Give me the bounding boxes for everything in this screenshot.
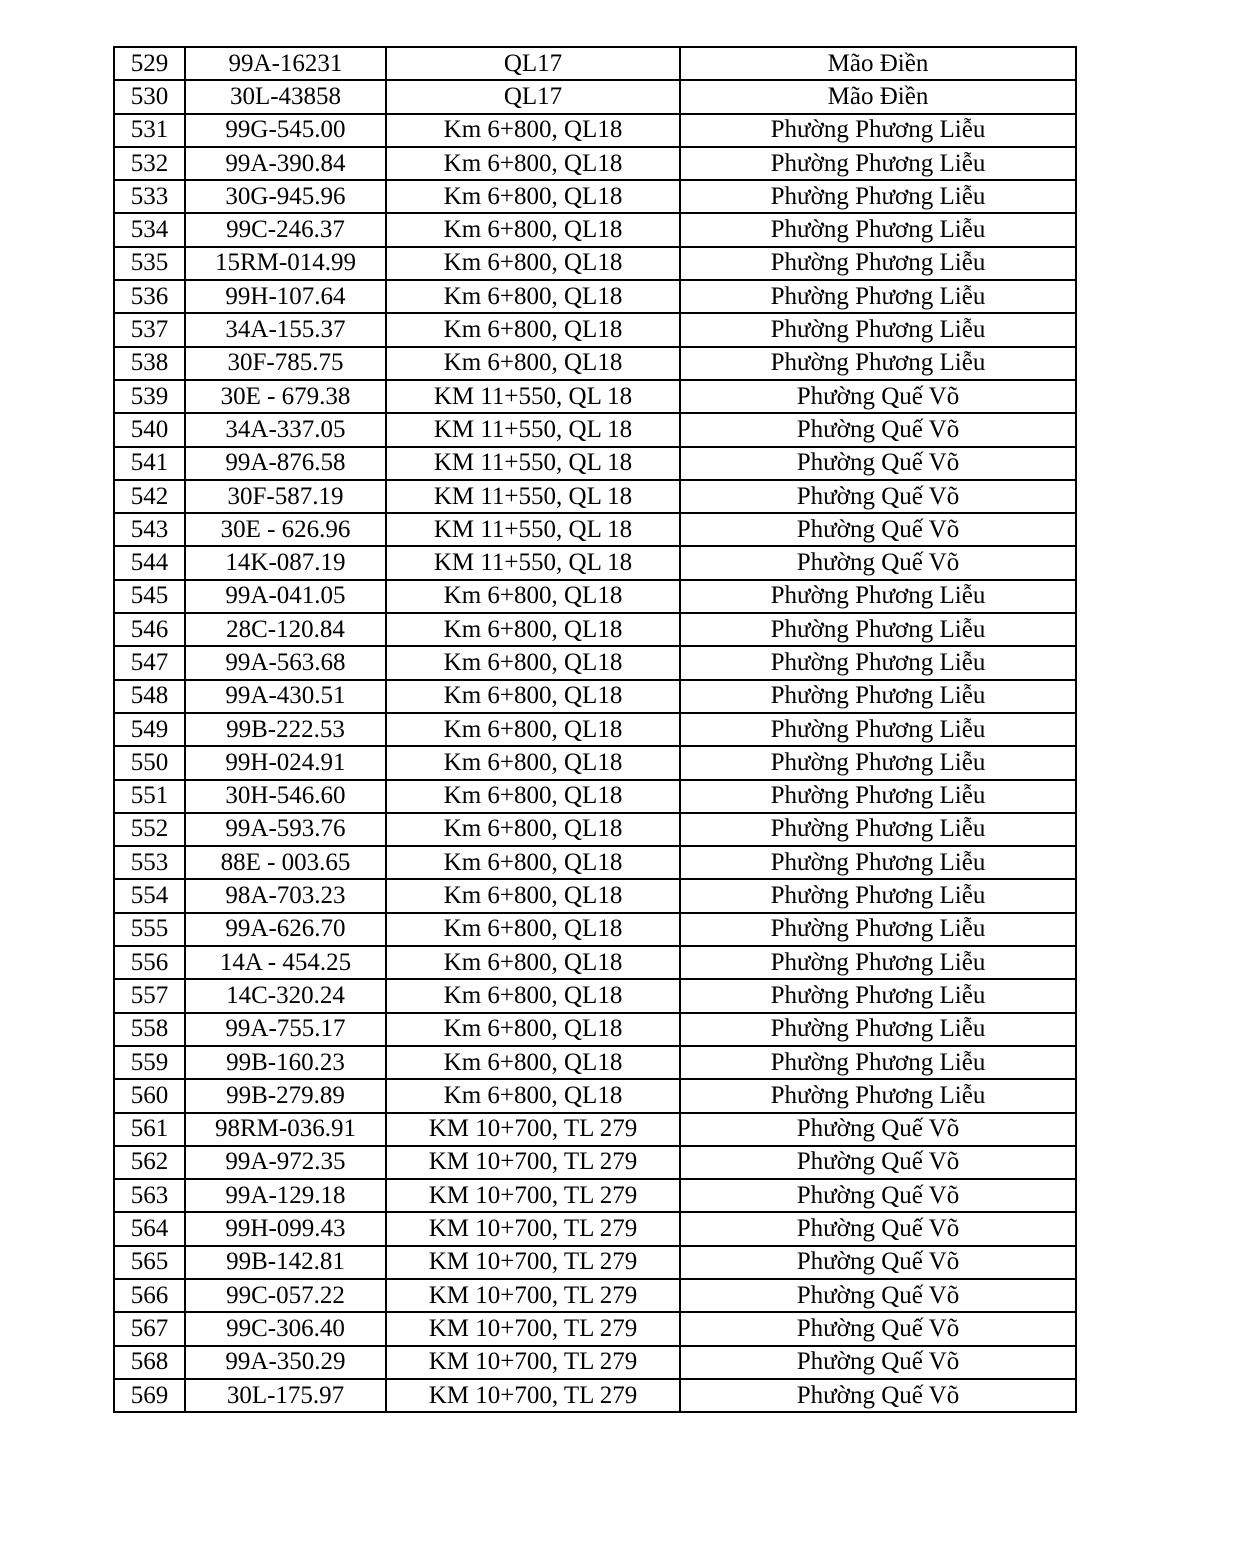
row-number-cell: 529	[114, 47, 185, 80]
row-number-cell: 536	[114, 280, 185, 313]
license-plate-cell: 99H-099.43	[185, 1212, 386, 1245]
table-row	[114, 879, 1076, 912]
row-number-cell: 557	[114, 979, 185, 1012]
license-plate-cell: 99A-041.05	[185, 580, 386, 613]
unit-cell: Phường Phương Liễu	[680, 280, 1076, 313]
table-row	[114, 1346, 1076, 1379]
location-cell: KM 10+700, TL 279	[386, 1146, 680, 1179]
table-row	[114, 713, 1076, 746]
row-number-cell: 537	[114, 313, 185, 346]
license-plate-cell: 99A-563.68	[185, 646, 386, 679]
location-cell: Km 6+800, QL18	[386, 114, 680, 147]
row-number-cell: 567	[114, 1312, 185, 1345]
location-cell: Km 6+800, QL18	[386, 713, 680, 746]
table-row	[114, 979, 1076, 1012]
unit-cell: Phường Quế Võ	[680, 1146, 1076, 1179]
license-plate-cell: 99A-755.17	[185, 1013, 386, 1046]
row-number-cell: 533	[114, 180, 185, 213]
row-number-cell: 559	[114, 1046, 185, 1079]
location-cell: Km 6+800, QL18	[386, 879, 680, 912]
location-cell: Km 6+800, QL18	[386, 147, 680, 180]
row-number-cell: 565	[114, 1246, 185, 1279]
unit-cell: Phường Quế Võ	[680, 1346, 1076, 1379]
table-row	[114, 1146, 1076, 1179]
license-plate-cell: 99A-350.29	[185, 1346, 386, 1379]
unit-cell: Phường Phương Liễu	[680, 846, 1076, 879]
location-cell: Km 6+800, QL18	[386, 313, 680, 346]
row-number-cell: 569	[114, 1379, 185, 1412]
unit-cell: Phường Phương Liễu	[680, 180, 1076, 213]
table-row	[114, 313, 1076, 346]
license-plate-cell: 30L-43858	[185, 80, 386, 113]
row-number-cell: 558	[114, 1013, 185, 1046]
table-row	[114, 1312, 1076, 1345]
row-number-cell: 549	[114, 713, 185, 746]
unit-cell: Phường Quế Võ	[680, 1312, 1076, 1345]
location-cell: QL17	[386, 47, 680, 80]
unit-cell: Phường Phương Liễu	[680, 147, 1076, 180]
table-row	[114, 1179, 1076, 1212]
table-row	[114, 1079, 1076, 1112]
unit-cell: Phường Phương Liễu	[680, 680, 1076, 713]
unit-cell: Phường Phương Liễu	[680, 979, 1076, 1012]
table-row	[114, 813, 1076, 846]
table-row	[114, 480, 1076, 513]
license-plate-cell: 30F-785.75	[185, 347, 386, 380]
row-number-cell: 555	[114, 913, 185, 946]
row-number-cell: 538	[114, 347, 185, 380]
license-plate-cell: 30H-546.60	[185, 780, 386, 813]
unit-cell: Phường Phương Liễu	[680, 213, 1076, 246]
license-plate-cell: 30E - 626.96	[185, 513, 386, 546]
row-number-cell: 560	[114, 1079, 185, 1112]
license-plate-cell: 99A-430.51	[185, 680, 386, 713]
location-cell: Km 6+800, QL18	[386, 780, 680, 813]
license-plate-cell: 99A-593.76	[185, 813, 386, 846]
location-cell: Km 6+800, QL18	[386, 180, 680, 213]
table-row	[114, 846, 1076, 879]
location-cell: Km 6+800, QL18	[386, 613, 680, 646]
row-number-cell: 541	[114, 447, 185, 480]
location-cell: KM 10+700, TL 279	[386, 1212, 680, 1245]
license-plate-cell: 15RM-014.99	[185, 247, 386, 280]
table-row	[114, 646, 1076, 679]
location-cell: KM 11+550, QL 18	[386, 546, 680, 579]
location-cell: Km 6+800, QL18	[386, 1046, 680, 1079]
table-row	[114, 347, 1076, 380]
unit-cell: Phường Phương Liễu	[680, 313, 1076, 346]
unit-cell: Phường Phương Liễu	[680, 813, 1076, 846]
row-number-cell: 564	[114, 1212, 185, 1245]
row-number-cell: 562	[114, 1146, 185, 1179]
row-number-cell: 535	[114, 247, 185, 280]
location-cell: KM 11+550, QL 18	[386, 380, 680, 413]
license-plate-cell: 99C-057.22	[185, 1279, 386, 1312]
license-plate-cell: 99G-545.00	[185, 114, 386, 147]
location-cell: KM 10+700, TL 279	[386, 1113, 680, 1146]
row-number-cell: 534	[114, 213, 185, 246]
location-cell: KM 11+550, QL 18	[386, 480, 680, 513]
license-plate-cell: 14K-087.19	[185, 546, 386, 579]
location-cell: KM 10+700, TL 279	[386, 1246, 680, 1279]
license-plate-cell: 99B-142.81	[185, 1246, 386, 1279]
table-row	[114, 114, 1076, 147]
license-plate-cell: 99A-129.18	[185, 1179, 386, 1212]
license-plate-cell: 34A-155.37	[185, 313, 386, 346]
location-cell: KM 10+700, TL 279	[386, 1379, 680, 1412]
location-cell: Km 6+800, QL18	[386, 746, 680, 779]
row-number-cell: 563	[114, 1179, 185, 1212]
row-number-cell: 552	[114, 813, 185, 846]
location-cell: Km 6+800, QL18	[386, 247, 680, 280]
license-plate-cell: 99A-876.58	[185, 447, 386, 480]
location-cell: KM 11+550, QL 18	[386, 513, 680, 546]
location-cell: KM 11+550, QL 18	[386, 413, 680, 446]
row-number-cell: 539	[114, 380, 185, 413]
location-cell: KM 10+700, TL 279	[386, 1179, 680, 1212]
location-cell: Km 6+800, QL18	[386, 580, 680, 613]
unit-cell: Phường Quế Võ	[680, 1246, 1076, 1279]
unit-cell: Phường Phương Liễu	[680, 879, 1076, 912]
license-plate-cell: 99C-306.40	[185, 1312, 386, 1345]
row-number-cell: 545	[114, 580, 185, 613]
table-row	[114, 247, 1076, 280]
row-number-cell: 532	[114, 147, 185, 180]
unit-cell: Phường Phương Liễu	[680, 347, 1076, 380]
license-plate-cell: 30L-175.97	[185, 1379, 386, 1412]
location-cell: Km 6+800, QL18	[386, 946, 680, 979]
unit-cell: Phường Phương Liễu	[680, 580, 1076, 613]
table-row	[114, 513, 1076, 546]
table-row	[114, 80, 1076, 113]
license-plate-cell: 99B-222.53	[185, 713, 386, 746]
location-cell: KM 10+700, TL 279	[386, 1346, 680, 1379]
location-cell: Km 6+800, QL18	[386, 813, 680, 846]
license-plate-cell: 99C-246.37	[185, 213, 386, 246]
table-row	[114, 147, 1076, 180]
license-plate-cell: 30G-945.96	[185, 180, 386, 213]
table-row	[114, 1379, 1076, 1412]
license-plate-cell: 30F-587.19	[185, 480, 386, 513]
table-row	[114, 1212, 1076, 1245]
unit-cell: Phường Phương Liễu	[680, 780, 1076, 813]
license-plate-cell: 99A-626.70	[185, 913, 386, 946]
row-number-cell: 540	[114, 413, 185, 446]
table-body	[114, 47, 1076, 1412]
unit-cell: Phường Phương Liễu	[680, 613, 1076, 646]
unit-cell: Phường Phương Liễu	[680, 713, 1076, 746]
license-plate-cell: 34A-337.05	[185, 413, 386, 446]
row-number-cell: 568	[114, 1346, 185, 1379]
row-number-cell: 561	[114, 1113, 185, 1146]
location-cell: KM 10+700, TL 279	[386, 1279, 680, 1312]
location-cell: KM 11+550, QL 18	[386, 447, 680, 480]
license-plate-cell: 99B-160.23	[185, 1046, 386, 1079]
table-row	[114, 780, 1076, 813]
table-row	[114, 1246, 1076, 1279]
location-cell: Km 6+800, QL18	[386, 646, 680, 679]
table-row	[114, 1046, 1076, 1079]
table-row	[114, 546, 1076, 579]
row-number-cell: 542	[114, 480, 185, 513]
unit-cell: Phường Phương Liễu	[680, 114, 1076, 147]
unit-cell: Phường Phương Liễu	[680, 646, 1076, 679]
unit-cell: Phường Phương Liễu	[680, 913, 1076, 946]
row-number-cell: 556	[114, 946, 185, 979]
row-number-cell: 566	[114, 1279, 185, 1312]
row-number-cell: 547	[114, 646, 185, 679]
unit-cell: Phường Quế Võ	[680, 1179, 1076, 1212]
table-row	[114, 946, 1076, 979]
row-number-cell: 543	[114, 513, 185, 546]
unit-cell: Phường Quế Võ	[680, 1279, 1076, 1312]
table-row	[114, 580, 1076, 613]
table-row	[114, 447, 1076, 480]
row-number-cell: 551	[114, 780, 185, 813]
row-number-cell: 548	[114, 680, 185, 713]
row-number-cell: 546	[114, 613, 185, 646]
table-row	[114, 913, 1076, 946]
unit-cell: Phường Quế Võ	[680, 1113, 1076, 1146]
table-row	[114, 1013, 1076, 1046]
unit-cell: Phường Quế Võ	[680, 1212, 1076, 1245]
unit-cell: Phường Quế Võ	[680, 546, 1076, 579]
location-cell: Km 6+800, QL18	[386, 1079, 680, 1112]
unit-cell: Phường Phương Liễu	[680, 746, 1076, 779]
unit-cell: Phường Phương Liễu	[680, 946, 1076, 979]
table-row	[114, 1279, 1076, 1312]
license-plate-cell: 99B-279.89	[185, 1079, 386, 1112]
location-cell: Km 6+800, QL18	[386, 1013, 680, 1046]
license-plate-cell: 88E - 003.65	[185, 846, 386, 879]
row-number-cell: 544	[114, 546, 185, 579]
table-row	[114, 746, 1076, 779]
unit-cell: Phường Quế Võ	[680, 380, 1076, 413]
row-number-cell: 531	[114, 114, 185, 147]
unit-cell: Phường Quế Võ	[680, 447, 1076, 480]
license-plate-cell: 98A-703.23	[185, 879, 386, 912]
row-number-cell: 550	[114, 746, 185, 779]
unit-cell: Phường Quế Võ	[680, 480, 1076, 513]
license-plate-cell: 14A - 454.25	[185, 946, 386, 979]
table-row	[114, 413, 1076, 446]
table-row	[114, 213, 1076, 246]
unit-cell: Phường Quế Võ	[680, 513, 1076, 546]
location-cell: Km 6+800, QL18	[386, 979, 680, 1012]
table-row	[114, 613, 1076, 646]
license-plate-cell: 99H-107.64	[185, 280, 386, 313]
unit-cell: Phường Phương Liễu	[680, 1079, 1076, 1112]
table-row	[114, 180, 1076, 213]
location-cell: Km 6+800, QL18	[386, 846, 680, 879]
unit-cell: Mão Điền	[680, 80, 1076, 113]
unit-cell: Phường Phương Liễu	[680, 1046, 1076, 1079]
row-number-cell: 553	[114, 846, 185, 879]
license-plate-cell: 28C-120.84	[185, 613, 386, 646]
unit-cell: Phường Phương Liễu	[680, 1013, 1076, 1046]
license-plate-cell: 99H-024.91	[185, 746, 386, 779]
unit-cell: Phường Quế Võ	[680, 413, 1076, 446]
unit-cell: Phường Quế Võ	[680, 1379, 1076, 1412]
location-cell: Km 6+800, QL18	[386, 913, 680, 946]
license-plate-cell: 98RM-036.91	[185, 1113, 386, 1146]
license-plate-cell: 99A-972.35	[185, 1146, 386, 1179]
license-plate-cell: 99A-390.84	[185, 147, 386, 180]
license-plate-cell: 14C-320.24	[185, 979, 386, 1012]
location-cell: QL17	[386, 80, 680, 113]
row-number-cell: 554	[114, 879, 185, 912]
location-cell: Km 6+800, QL18	[386, 680, 680, 713]
location-cell: Km 6+800, QL18	[386, 280, 680, 313]
table-row	[114, 680, 1076, 713]
table-row	[114, 280, 1076, 313]
location-cell: Km 6+800, QL18	[386, 347, 680, 380]
license-plate-cell: 99A-16231	[185, 47, 386, 80]
unit-cell: Phường Phương Liễu	[680, 247, 1076, 280]
location-cell: Km 6+800, QL18	[386, 213, 680, 246]
license-plate-cell: 30E - 679.38	[185, 380, 386, 413]
location-cell: KM 10+700, TL 279	[386, 1312, 680, 1345]
violations-table	[113, 46, 1077, 1413]
unit-cell: Mão Điền	[680, 47, 1076, 80]
table-row	[114, 380, 1076, 413]
table-row	[114, 47, 1076, 80]
table-row	[114, 1113, 1076, 1146]
row-number-cell: 530	[114, 80, 185, 113]
